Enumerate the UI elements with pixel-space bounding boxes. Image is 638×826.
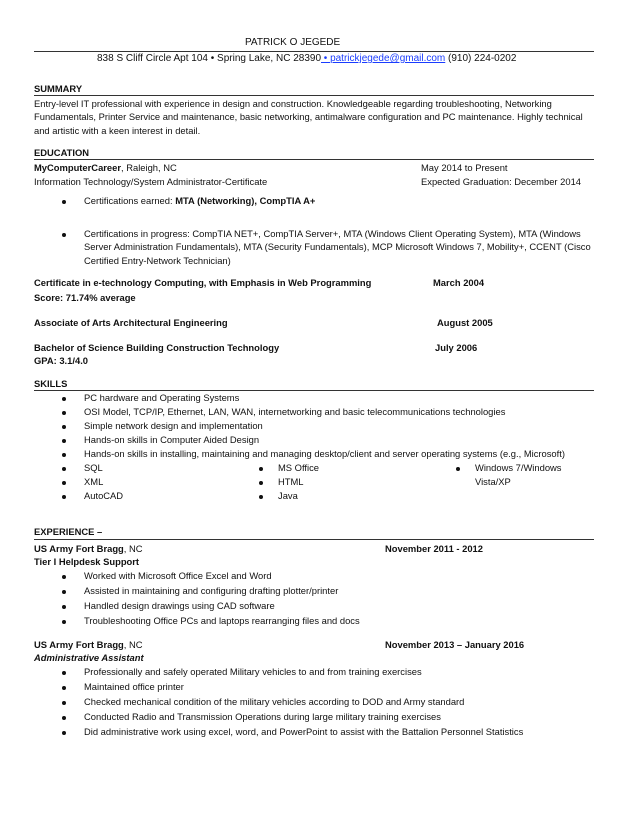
bullet-icon [62,425,66,429]
bullet-icon [62,233,66,237]
bullet-icon [259,467,263,471]
bachelor-gpa: GPA: 3.1/4.0 [34,355,89,366]
bullet-icon [62,575,66,579]
bullet-icon [62,686,66,690]
skill-col1-item: SQL [84,462,103,473]
bullet-icon [62,605,66,609]
bachelor-date: July 2006 [435,342,478,353]
job-employer-line [34,639,143,650]
skill-col3-line2: Vista/XP [475,476,511,487]
education-heading: EDUCATION [34,147,90,158]
program-name: Information Technology/System Administrator-Certificate [34,176,268,187]
skill-item: PC hardware and Operating Systems [84,392,240,403]
graduation-date: Expected Graduation: December 2014 [421,176,581,187]
bullet-icon [62,590,66,594]
experience-heading: EXPERIENCE – [34,526,103,537]
job-duty: Assisted in maintaining and configuring drafting plotter/printer [84,585,339,596]
job-location: , NC [123,543,143,554]
summary-heading: SUMMARY [34,83,83,94]
bullet-icon [62,495,66,499]
certifications-in-progress: Certifications in progress: CompTIA NET+, CompTIA Server+, MTA (Windows Client Operating System), MTA (Windows Server Administration Fundamentals), MTA (Security Fundamentals), MCP Microsoft Windows 7, Mobility+, CCENT (Cisco Certified Entry-Network Technician) [84,228,591,266]
job-duty: Checked mechanical condition of the military vehicles according to DOD and Army standard [84,696,465,707]
school-name: MyComputerCareer [34,162,122,173]
bullet-icon [62,731,66,735]
summary-rule [34,95,594,96]
associate-date: August 2005 [437,317,493,328]
skill-col1-item: AutoCAD [84,490,124,501]
job-duty: Did administrative work using excel, word, and PowerPoint to assist with the Battalion Personnel Statistics [84,726,524,737]
job-dates: November 2011 - 2012 [385,543,483,554]
bullet-icon [62,439,66,443]
bullet-icon [456,467,460,471]
bullet-icon [62,701,66,705]
bullet-icon [62,671,66,675]
job-employer: US Army Fort Bragg [34,639,124,650]
cert2-score: Score: 71.74% average [34,292,136,303]
bullet-icon [62,200,66,204]
job-location: , NC [123,639,143,650]
skill-col2-item: Java [278,490,298,501]
skills-rule [34,390,594,391]
email-separator: • [321,53,331,64]
skill-item: OSI Model, TCP/IP, Ethernet, LAN, WAN, internetworking and basic telecommunications technologies [84,406,506,417]
skill-item: Hands-on skills in Computer Aided Design [84,434,260,445]
bullet-icon [259,481,263,485]
bullet-icon [62,620,66,624]
job-duty: Worked with Microsoft Office Excel and Word [84,570,272,581]
bullet-icon [62,467,66,471]
skills-heading: SKILLS [34,378,68,389]
header-rule [34,51,594,52]
cert-earned-list: MTA (Networking), CompTIA A+ [175,195,316,206]
skill-col3-line1: Windows 7/Windows [475,462,562,473]
bullet-icon [62,481,66,485]
address: 838 S Cliff Circle Apt 104 • Spring Lake, NC 28390 [97,53,321,64]
email-link[interactable] [321,53,445,64]
certifications-earned [84,195,315,206]
bullet-icon [62,411,66,415]
bullet-icon [62,397,66,401]
bachelor-degree: Bachelor of Science Building Construction Technology [34,342,280,353]
associate-degree: Associate of Arts Architectural Engineering [34,317,228,328]
skill-col2-item: HTML [278,476,304,487]
job-duty: Handled design drawings using CAD software [84,600,275,611]
school-dates: May 2014 to Present [421,162,508,173]
email-address: patrickjegede@gmail.com [330,53,446,64]
job-duty: Conducted Radio and Transmission Operations during large military training exercises [84,711,441,722]
bullet-icon [62,453,66,457]
job-duty: Troubleshooting Office PCs and laptops rearranging files and docs [84,615,360,626]
job-title: Tier I Helpdesk Support [34,556,140,567]
cert-earned-prefix: Certifications earned: [84,195,176,206]
bullet-icon [62,716,66,720]
cert2-title: Certificate in e-technology Computing, with Emphasis in Web Programming [34,277,372,288]
skill-col1-item: XML [84,476,104,487]
skill-item: Simple network design and implementation [84,420,263,431]
cert2-date: March 2004 [433,277,485,288]
education-rule [34,159,594,160]
experience-rule [34,539,594,540]
contact-line [97,53,516,64]
job-employer: US Army Fort Bragg [34,543,124,554]
job-title: Administrative Assistant [34,652,144,663]
bullet-icon [259,495,263,499]
applicant-name: PATRICK O JEGEDE [245,37,341,48]
summary-text: Entry-level IT professional with experience in design and construction. Knowledgeable regarding troubleshooting, Networking Fundamentals, Printer Service and maintenance, basic networking, antimalware configuration and PC maintenance. Highly technical and artistic with a keen interest in detail. [34,98,583,136]
job-duty: Professionally and safely operated Military vehicles to and from training exercises [84,666,422,677]
school-line [34,162,177,173]
skill-item: Hands-on skills in installing, maintaining and managing desktop/client and server operating systems (e.g., Microsoft) [84,448,565,459]
phone: (910) 224-0202 [445,53,517,64]
skill-col2-item: MS Office [278,462,319,473]
school-location: , Raleigh, NC [121,162,177,173]
job-employer-line [34,543,143,554]
job-duty: Maintained office printer [84,681,184,692]
job-dates: November 2013 – January 2016 [385,639,525,650]
